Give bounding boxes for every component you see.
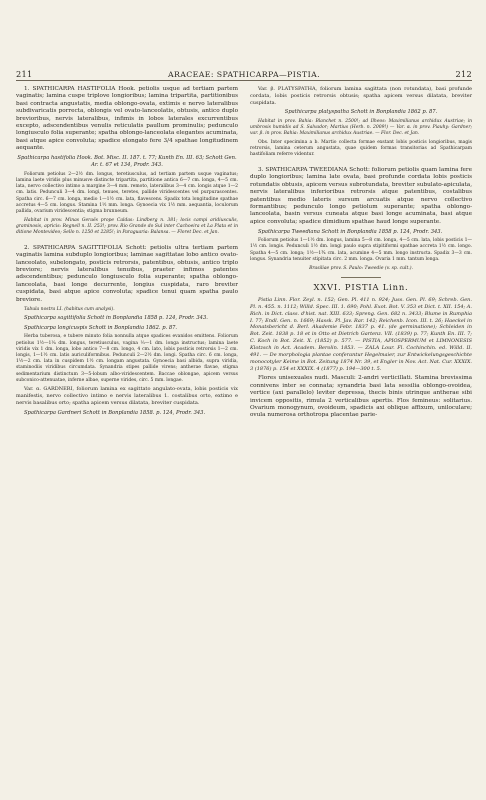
observation-note: Obs. Inter specimina a b. Martio collecta formae exstant lobis posticis longioribus, magis retrorsis, lamina ceterum angustata, quae quidem formas transitorias ad Spathicarpam hastifoliam referre videntur.	[250, 139, 472, 158]
genus-heading: XXVI. PISTIA Linn.	[313, 281, 409, 292]
running-title: ARACEAE: SPATHICARPA—PISTIA.	[167, 70, 321, 79]
species-3-habitat: Brasiliae prov. S. Paulo: Tweedie (v. sp. cult.).	[309, 265, 413, 271]
variety-beta-citation: Spathicarpa platyspatha Schott in Bonplandia 1862 p. 87.	[284, 109, 438, 116]
section-divider	[341, 277, 381, 278]
species-1-description: Foliorum petiolus 2—2½ dm. longus, teretiusculus, ad tertiam partem usque vaginatus; lamina laete viridis plus minusve distincte tripartita, partitione antica 6—7 cm. longa, 4—5 cm. lata, nervo collectivo intimo a margine 3—4 mm. remoto, lateralibus 3—4 cm. longis atque 1—2 cm. latis. Pedunculi 3—4 dm. longi, tenues, teretes, pallide viridescentes vel purpurascentes. Spatha circ. 6—7 cm. longa, medio 1—1½ cm. lata, flavescens. Spadix tota longitudine spathae accretus 4—5 cm. longus. Stamina 1½ mm. longa. Gynoecia vix 1½ mm. aequantia, loculorum pallida, ovarium viridescentia; stigma brunneum.	[16, 171, 238, 214]
varieties-habitat: Habitat in prov. Bahia: Blanchet n. 2500!; ad Ilheos: Maximilianus archidux Austriae; in umbrosis humidis ad S. Salvador; Martius (Herb. n. 2009!) — Var. α. in prov. Piauhy: Gardner; var. β. in prov. Bahia: Maximilianus archidux Austriae. — Flor. Dec. et Jan.	[250, 118, 472, 137]
two-column-body	[16, 86, 472, 422]
genus-description: Flores unisexuales nudi. Masculi: 2-andri verticillati. Stamina brevissima connivens inter se connata; synandria basi lata sessilia oblongo-ovoidea, vertice (axi parallelo) leviter depressa, thecis binis utrinque antherae sibi invicem oppositis, rimula 2 verticalibus apertis. Flos femineus: solitarius. Ovarium monogynum, ovoideum, spadicis axi oblique affixum, uniloculare; ovula numerosa orthotropa placentae parie-	[250, 375, 472, 419]
species-3-diagnosis: 3. SPATHICARPA TWEEDIANA Schott: foliorum petiolis quam lamina fere duplo longioribus; lamina late ovata, basi profunde cordata lobis posticis rotundatis obtusis, apicem versus subrotundata, breviter subulato-apiculata, nervis lateralibus inferioribus retrorsis atque patentibus, costalibus patentibus medio lateris sursum arcuatis atque nervo collectivo formantibus; pedunculo longo petiolum superante; spatha oblongo-lanceolata, basin versus cuneata atque basi longe acuminata, basi atque apice convoluta; spadice dimidium spathae haud longe superante.	[250, 166, 472, 225]
right-column	[250, 86, 472, 422]
page-number-right: 212	[455, 69, 472, 79]
header-rule	[16, 80, 472, 81]
species-2-diagnosis: 2. SPATHICARPA SAGITTIFOLIA Schott: petiolis ultra tertiam partem vaginatis lamina subduplo longioribus; laminae sagittatae lobo antico ovato-lanceolato, subelongato, posticis retrorsis, patentibus, obtusis, antico triplo breviore; nervis lateralibus tenuibus, praeter infimos patentes adscendentibus; pedunculo longiusculo folia superante; spatha oblongo-lanceolata, basi longe decurrente, longius cuspidata, raro breviter cuspidata, basi atque apice convoluta; spadice tenui quam spatha paulo breviore.	[16, 244, 238, 303]
species-2-variety-citation: Spathicarpa Gardneri Schott in Bonplandia 1858. p. 124, Prodr. 343.	[24, 409, 206, 416]
species-2-citation-2: Spathicarpa longicuspis Schott in Bonplandia 1862. p. 87.	[24, 324, 178, 331]
species-2-citation-1: Spathicarpa sagittifolia Schott in Bonplandia 1858 p. 124, Prodr. 343.	[24, 315, 208, 322]
running-head	[16, 69, 472, 79]
species-2-plate-note: Tabula nostra LI. (habitus cum analysi).	[24, 306, 115, 312]
species-1-citation: Spathicarpa hastifolia Hook. Bot. Misc. II. 187. t. 77; Kunth En. III. 63; Schott Gen. Ar. t. 67 et 134, Prodr. 343.	[17, 155, 237, 169]
left-column	[16, 86, 238, 422]
species-2-variety-alpha: Var. α. GARDNERI, foliorum lamina ex sagittato angulato-ovata, lobis posticis vix manifestis, nervo collectivo intimo e nervis lateralibus 1. costalibus orto, extimo e nervis basalibus orto; spatha apicem versus dilatata, breviter cuspidata.	[16, 386, 238, 407]
page-number-left: 211	[16, 69, 33, 79]
species-1-diagnosis: 1. SPATHICARPA HASTIFOLIA Hook. petiolis usque ad tertiam partem vaginatis; lamina cuspe triplove longioribus; lamina tripartita, partitionibus basi contracta angustatis, media oblongo-ovata, extimis e nervo lateralibus subdivaricatis porrecta, oblongis vel ovato-lanceolatis, obtusis, antico duplo brevioribus, nervis lateralibus, infimis in lobos laterales excurrentibus excepto, adscendentibus venulis reticulatis paullum prominulis; pedunculo longiusculo folia superante; spatha oblongo-lanceolata elegantes acuminata, basi atque apice convoluta; spadice elongato fere 3/4 spathae longitudinem aequante.	[16, 86, 238, 152]
species-3-description: Foliorum petiolus 1—1½ dm. longus, lamina 5—8 cm. longa, 4—5 cm. lata, lobis posticis 1—1½ cm. longis. Pedunculi 1½ dm. longi paulo supra stipitiformi spathae accreta 1½ cm. longo. Spatha 4—5 cm. longa; 1½—1¾ cm. lata, acumine 4—5 mm. longo instructa. Spadix 3—3 cm. longus. Synandria tenuiter stipitata circ. 2 mm. longa. Ovaria 1 mm. tantum longa.	[250, 238, 472, 262]
species-1-habitat: Habitat in prov. Minas Geraës prope Caldas: Lindberg n. 381; locis campi aridiusculis, graminosis, apricis: Regnell n. II. 253!; prov. Rio Grande do Sul inter Cachoeira et La Plata et in ditione Montevideo; Sello n. 1250 et 2285!; in Paraguaria: Balansa. — Floret Dec. et Jan.	[16, 217, 238, 236]
genus-references: Pistia Linn. Flor. Zeyl. n. 152; Gen. Pl. 411 n. 924; Juss. Gen. Pl. 69; Schreb. Gen. Pl. n. 455. n. 1112; Willd. Spec. III. 1. 690; Pohl. Exot. Bot. V. 353 et Dict. t. XII. 154; A. Rich. in Dict. class. d'hist. nat. XIII. 633; Spreng. Gen. 682 n. 3433; Blume in Rumphia I. 77; Endl. Gen. n. 1669; Hassk. Pl. Jav. Rar. 142; Reichenb. Icon. III. t. 26; Haeckel in Monatsbericht d. Berl. Akademie Febr. 1837 p. 41. (de germinatione); Schleiden in Bot. Zeit. 1838 p. 18 et in Otto et Dietrich Gartenz. VII. (1839) p. 77; Kunth En. III. 7; C. Koch in Bot. Zeit. X. (1852) p. 577. — PISTIA, APIOSPERMUM et LIMNONESIS Klotzsch in Act. Academ. Berolin. 1853. — ZALA Lour. Fl. Cochinchin. ed. Willd. II. 491. — De morphologia plantae conferantur Hegelmaier, zur Entwickelungsgeschichte monocotyler Keime in Bot. Zeitung 1874 Nr. 39, et Engler in Nov. Act. Nat. Cur. XXXIX. 3 (1876) p. 154 et XXXIX. 4 (1877) p. 194—300 t. 5.	[250, 296, 472, 372]
variety-beta: Var. β. PLATYSPATHA, foliorum lamina sagittata (non rotundata), basi profunde cordata, lobis posticis retrorsis obtusis; spatha apicem versus dilatata, breviter cuspidata.	[250, 86, 472, 106]
species-3-citation: Spathicarpa Tweediana Schott in Bonplandia 1858 p. 124, Prodr. 343.	[258, 228, 443, 235]
species-2-description: Herba tuberosa, e tubere minuto folia nonnulla atque spadices evanidos emittens. Foliorum petiolus 1½—1¼ dm. longus, teretiusculus, vagina ⅓—1 dm. longa instructus; lamina laete viridis vix 1 dm. longa, lobo antico 7—8 cm. longo, 4 cm. lato, lobis posticis retrorsis 1—2 cm. longis, 1—1½ cm. latis auriculiformibus. Pedunculi 2—2½ dm. longi. Spatha circ. 6 cm. longa, 1½—2 cm. lata in cuspidem 1½ cm. longam angustata. Gynoecia basi albida, supra viridia, staminodiis viridibus circumdata. Synandria stipes pallide virens; antherae flavae, stigma sedimentarium distinctum 3—5-lobum albo-viridescentem. Baccae oblongae, apicem versus subconico-attenuatae, inferne albae, superne virides, circ. 5 mm. longae.	[16, 334, 238, 383]
